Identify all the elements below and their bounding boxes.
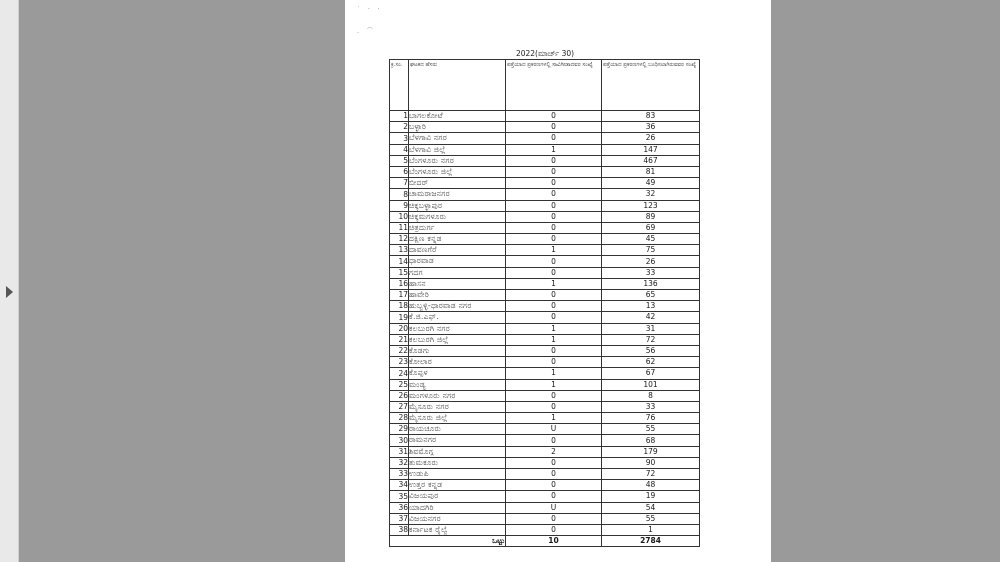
row-col-a: 0 (506, 111, 602, 122)
row-col-b: 45 (602, 234, 700, 245)
row-col-a: 0 (506, 312, 602, 323)
total-label: ಒಟ್ಟು (390, 536, 506, 547)
row-col-b: 136 (602, 278, 700, 289)
row-col-b: 67 (602, 368, 700, 379)
table-row (390, 524, 700, 535)
row-serial: 19 (390, 312, 409, 323)
row-col-b: 89 (602, 211, 700, 222)
row-col-b: 75 (602, 245, 700, 256)
row-district: ವಿಜಯನಗರ (409, 513, 506, 524)
row-district: ಬೆಂಗಳೂರು ಜಿಲ್ಲೆ (409, 166, 506, 177)
row-col-b: 56 (602, 345, 700, 356)
document-page (345, 0, 771, 562)
row-col-a: 0 (506, 480, 602, 491)
row-col-a: 0 (506, 390, 602, 401)
row-col-a: 0 (506, 155, 602, 166)
row-col-b: 1 (602, 524, 700, 535)
table-row (390, 368, 700, 379)
row-district: ಉತ್ತರ ಕನ್ನಡ (409, 480, 506, 491)
row-col-b: 179 (602, 446, 700, 457)
table-row (390, 334, 700, 345)
row-district: ಮೈಸೂರು ಜಿಲ್ಲೆ (409, 413, 506, 424)
table-row (390, 491, 700, 502)
row-serial: 26 (390, 390, 409, 401)
row-serial: 35 (390, 491, 409, 502)
table-row (390, 457, 700, 468)
table-row (390, 413, 700, 424)
row-col-b: 65 (602, 290, 700, 301)
row-serial: 17 (390, 290, 409, 301)
row-col-a: 0 (506, 178, 602, 189)
row-district: ಮಂಗಳೂರು ನಗರ (409, 390, 506, 401)
row-col-a: 0 (506, 469, 602, 480)
row-district: ಬೆಳಗಾವಿ ನಗರ (409, 133, 506, 144)
row-district: ವಿಜಯಪುರ (409, 491, 506, 502)
row-col-b: 42 (602, 312, 700, 323)
row-col-b: 48 (602, 480, 700, 491)
row-col-b: 36 (602, 122, 700, 133)
table-header-row (390, 60, 700, 111)
total-col-b: 2784 (602, 536, 700, 547)
row-district: ಚಿತ್ರದುರ್ಗ (409, 222, 506, 233)
side-panel-strip (0, 0, 19, 562)
row-col-b: 33 (602, 267, 700, 278)
row-col-b: 147 (602, 144, 700, 155)
row-serial: 7 (390, 178, 409, 189)
row-col-a: 1 (506, 245, 602, 256)
row-serial: 23 (390, 357, 409, 368)
row-col-a: U (506, 424, 602, 435)
total-col-a: 10 (506, 536, 602, 547)
row-serial: 14 (390, 256, 409, 267)
row-col-b: 55 (602, 513, 700, 524)
row-col-b: 68 (602, 435, 700, 446)
header-col-a: ಪತ್ತೆಯಾದ ಪ್ರಕರಣಗಳಲ್ಲಿ ಸಾವಿಗೀಡಾದವರ ಸಂಖ್ಯೆ (506, 60, 602, 111)
row-col-b: 76 (602, 413, 700, 424)
row-serial: 29 (390, 424, 409, 435)
row-district: ಹಾವೇರಿ (409, 290, 506, 301)
row-serial: 36 (390, 502, 409, 513)
row-serial: 1 (390, 111, 409, 122)
row-serial: 8 (390, 189, 409, 200)
table-title: 2022(ಮಾರ್ಚ್ 30) (515, 49, 575, 58)
row-col-b: 123 (602, 200, 700, 211)
row-serial: 32 (390, 457, 409, 468)
row-col-b: 72 (602, 469, 700, 480)
table-row (390, 323, 700, 334)
row-col-b: 19 (602, 491, 700, 502)
table-row (390, 502, 700, 513)
row-serial: 4 (390, 144, 409, 155)
table-row (390, 166, 700, 177)
row-serial: 6 (390, 166, 409, 177)
table-row (390, 267, 700, 278)
row-serial: 31 (390, 446, 409, 457)
row-col-b: 90 (602, 457, 700, 468)
row-col-a: 0 (506, 133, 602, 144)
table-row (390, 357, 700, 368)
row-serial: 5 (390, 155, 409, 166)
row-col-a: 0 (506, 357, 602, 368)
row-col-b: 49 (602, 178, 700, 189)
row-col-b: 62 (602, 357, 700, 368)
row-district: ಬೀದರ್ (409, 178, 506, 189)
table-body (390, 111, 700, 536)
table-row (390, 390, 700, 401)
table-row (390, 513, 700, 524)
row-col-a: 0 (506, 345, 602, 356)
row-col-b: 69 (602, 222, 700, 233)
row-col-b: 33 (602, 401, 700, 412)
row-col-b: 8 (602, 390, 700, 401)
table-row (390, 144, 700, 155)
row-serial: 30 (390, 435, 409, 446)
row-col-a: 0 (506, 234, 602, 245)
row-col-a: 0 (506, 200, 602, 211)
row-district: ಶಿವಮೊಗ್ಗ (409, 446, 506, 457)
row-col-b: 32 (602, 189, 700, 200)
row-district: ಕೊಪ್ಪಳ (409, 368, 506, 379)
table-row (390, 245, 700, 256)
row-district: ಬಳ್ಳಾರಿ (409, 122, 506, 133)
row-district: ದಕ್ಷಿಣ ಕನ್ನಡ (409, 234, 506, 245)
row-district: ಕಲಬುರಗಿ ಜಿಲ್ಲೆ (409, 334, 506, 345)
table-row (390, 312, 700, 323)
row-col-a: 1 (506, 413, 602, 424)
table-row (390, 379, 700, 390)
row-col-a: 1 (506, 323, 602, 334)
row-col-a: 0 (506, 435, 602, 446)
row-district: ಯಾದಗಿರಿ (409, 502, 506, 513)
row-col-a: 0 (506, 222, 602, 233)
row-serial: 10 (390, 211, 409, 222)
row-col-b: 13 (602, 301, 700, 312)
row-serial: 33 (390, 469, 409, 480)
row-district: ಕಲಬುರಗಿ ನಗರ (409, 323, 506, 334)
row-district: ಮಂಡ್ಯ (409, 379, 506, 390)
row-serial: 2 (390, 122, 409, 133)
row-col-a: 1 (506, 144, 602, 155)
row-col-b: 101 (602, 379, 700, 390)
row-serial: 21 (390, 334, 409, 345)
row-serial: 15 (390, 267, 409, 278)
row-serial: 9 (390, 200, 409, 211)
row-serial: 24 (390, 368, 409, 379)
table-row (390, 155, 700, 166)
row-district: ರಾಮನಗರ (409, 435, 506, 446)
row-col-a: 1 (506, 278, 602, 289)
row-district: ಉಡುಪಿ (409, 469, 506, 480)
total-row (390, 536, 700, 547)
row-district: ಕೋಲಾರ (409, 357, 506, 368)
row-col-b: 467 (602, 155, 700, 166)
row-district: ಹಾಸನ (409, 278, 506, 289)
row-col-a: 0 (506, 122, 602, 133)
row-col-a: 0 (506, 256, 602, 267)
row-district: ಹುಬ್ಬಳ್ಳಿ-ಧಾರವಾಡ ನಗರ (409, 301, 506, 312)
table-row (390, 234, 700, 245)
row-col-a: 0 (506, 267, 602, 278)
table-row (390, 189, 700, 200)
row-col-a: 1 (506, 368, 602, 379)
row-serial: 3 (390, 133, 409, 144)
table-row (390, 133, 700, 144)
row-district: ಬೆಂಗಳೂರು ನಗರ (409, 155, 506, 166)
row-serial: 34 (390, 480, 409, 491)
row-district: ರಾಯಚೂರು (409, 424, 506, 435)
table-row (390, 469, 700, 480)
row-serial: 27 (390, 401, 409, 412)
row-col-b: 55 (602, 424, 700, 435)
row-district: ಗದಗ (409, 267, 506, 278)
row-col-b: 83 (602, 111, 700, 122)
row-district: ಕರ್ನಾಟಕ ರೈಲ್ವೆ (409, 524, 506, 535)
row-col-a: 0 (506, 290, 602, 301)
row-district: ತುಮಕೂರು (409, 457, 506, 468)
row-col-a: 0 (506, 524, 602, 535)
table-row (390, 290, 700, 301)
row-col-a: 0 (506, 189, 602, 200)
table-row (390, 446, 700, 457)
row-col-a: 0 (506, 211, 602, 222)
row-district: ಚಾಮರಾಜನಗರ (409, 189, 506, 200)
table-row (390, 435, 700, 446)
row-serial: 16 (390, 278, 409, 289)
row-district: ಕೊಡಗು (409, 345, 506, 356)
row-district: ಮೈಸೂರು ನಗರ (409, 401, 506, 412)
row-serial: 37 (390, 513, 409, 524)
row-col-a: 0 (506, 513, 602, 524)
row-serial: 25 (390, 379, 409, 390)
row-col-a: 2 (506, 446, 602, 457)
table-row (390, 111, 700, 122)
row-serial: 11 (390, 222, 409, 233)
row-district: ಬಾಗಲಕೋಟೆ (409, 111, 506, 122)
row-serial: 12 (390, 234, 409, 245)
expand-panel-arrow-icon[interactable] (6, 286, 13, 298)
report-table (389, 59, 700, 547)
table-row (390, 424, 700, 435)
header-col-b: ಪತ್ತೆಯಾದ ಪ್ರಕರಣಗಳಲ್ಲಿ ಬಂಧಿಸಲಾಗಿರುವವರ ಸಂಖ್ಯೆ (602, 60, 700, 111)
table-row (390, 480, 700, 491)
row-serial: 28 (390, 413, 409, 424)
row-col-a: U (506, 502, 602, 513)
row-col-a: 0 (506, 166, 602, 177)
row-serial: 38 (390, 524, 409, 535)
row-district: ಚಿಕ್ಕಬಳ್ಳಾಪುರ (409, 200, 506, 211)
table-row (390, 178, 700, 189)
row-col-b: 31 (602, 323, 700, 334)
table-row (390, 401, 700, 412)
header-serial: ಕ್ರ.ಸಂ. (390, 60, 409, 111)
row-col-a: 1 (506, 334, 602, 345)
table-row (390, 222, 700, 233)
table-row (390, 256, 700, 267)
row-col-b: 81 (602, 166, 700, 177)
row-serial: 18 (390, 301, 409, 312)
row-serial: 22 (390, 345, 409, 356)
row-col-a: 0 (506, 301, 602, 312)
row-district: ಬೆಳಗಾವಿ ಜಿಲ್ಲೆ (409, 144, 506, 155)
row-col-b: 26 (602, 256, 700, 267)
table-row (390, 200, 700, 211)
row-col-b: 26 (602, 133, 700, 144)
row-district: ಕೆ.ಜಿ.ಎಫ್. (409, 312, 506, 323)
header-district: ಘಟಕದ ಹೆಸರು (409, 60, 506, 111)
row-col-b: 72 (602, 334, 700, 345)
table-row (390, 278, 700, 289)
table-row (390, 301, 700, 312)
row-col-a: 0 (506, 401, 602, 412)
table-row (390, 345, 700, 356)
row-col-a: 0 (506, 491, 602, 502)
row-district: ದಾವಣಗೆರೆ (409, 245, 506, 256)
row-col-a: 0 (506, 457, 602, 468)
row-serial: 13 (390, 245, 409, 256)
table-row (390, 122, 700, 133)
row-district: ಧಾರವಾಡ (409, 256, 506, 267)
row-serial: 20 (390, 323, 409, 334)
table-row (390, 211, 700, 222)
row-district: ಚಿಕ್ಕಮಗಳೂರು (409, 211, 506, 222)
scan-specks: ˙ · · . ⌒ (357, 6, 383, 35)
row-col-b: 54 (602, 502, 700, 513)
row-col-a: 1 (506, 379, 602, 390)
